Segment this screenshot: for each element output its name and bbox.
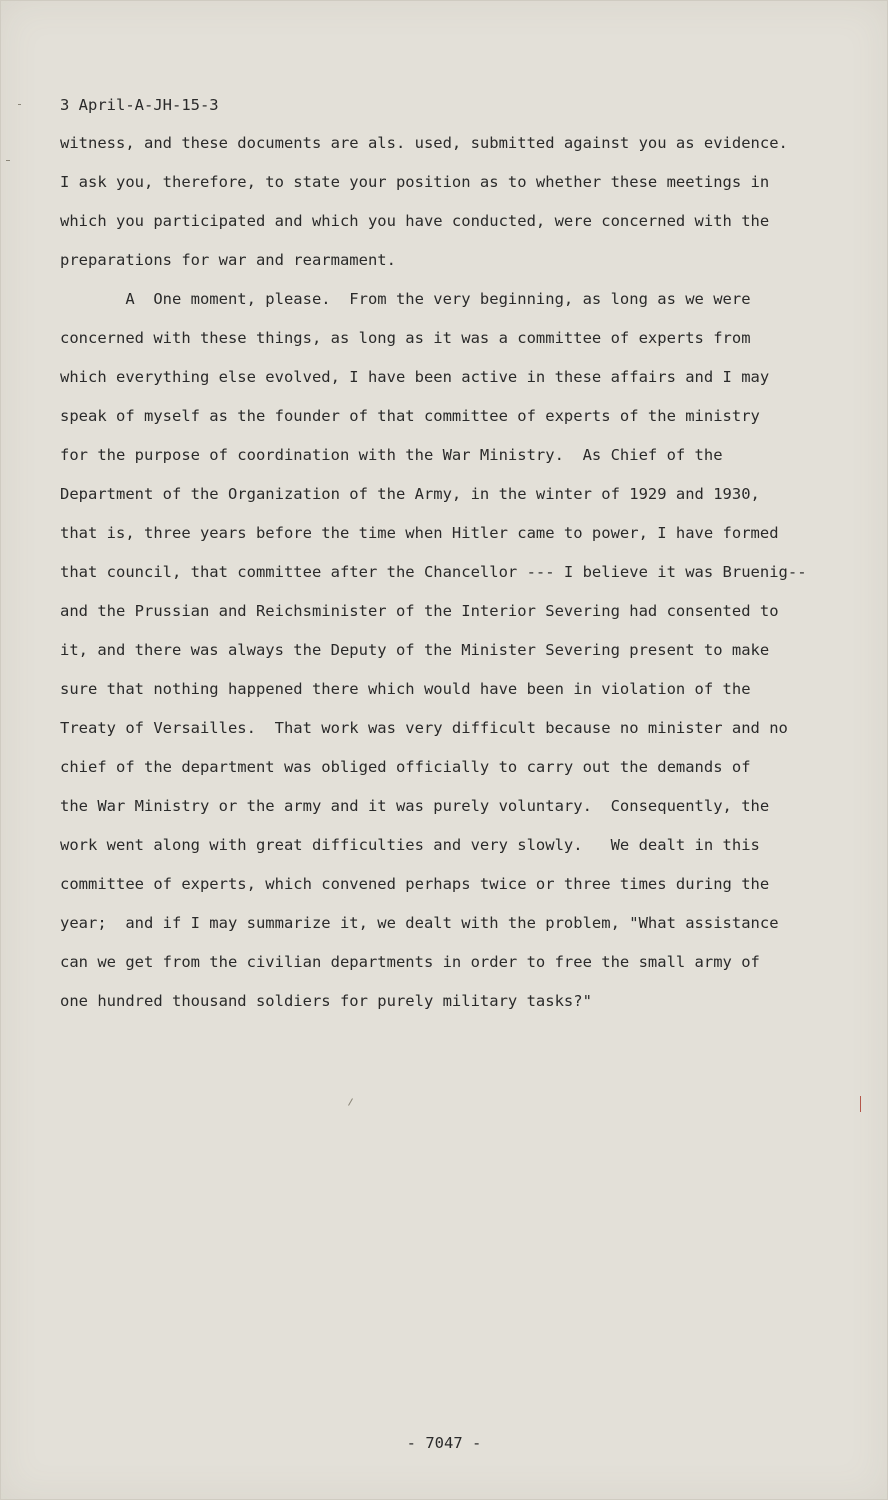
margin-mark bbox=[6, 160, 10, 161]
text-line: speak of myself as the founder of that committee of experts of the ministry bbox=[60, 407, 760, 425]
margin-mark bbox=[860, 1096, 861, 1112]
text-line: which you participated and which you have conducted, were concerned with the bbox=[60, 212, 770, 230]
text-line: chief of the department was obliged officially to carry out the demands of bbox=[60, 758, 751, 776]
text-line: it, and there was always the Deputy of the Minister Severing present to make bbox=[60, 641, 770, 659]
text-line: that council, that committee after the Chancellor --- I believe it was Bruenig-- bbox=[60, 563, 807, 581]
text-line: work went along with great difficulties and very slowly. We dealt in this bbox=[60, 836, 760, 854]
margin-mark bbox=[348, 1098, 353, 1105]
text-line: can we get from the civilian departments in order to free the small army of bbox=[60, 953, 760, 971]
text-line: concerned with these things, as long as it was a committee of experts from bbox=[60, 329, 751, 347]
page-number: - 7047 - bbox=[406, 1434, 482, 1452]
text-line: A One moment, please. From the very beginning, as long as we were bbox=[60, 290, 751, 308]
text-line: and the Prussian and Reichsminister of the Interior Severing had consented to bbox=[60, 602, 779, 620]
text-line: year; and if I may summarize it, we dealt with the problem, "What assistance bbox=[60, 914, 779, 932]
text-line: for the purpose of coordination with the War Ministry. As Chief of the bbox=[60, 446, 723, 464]
text-line: Department of the Organization of the Army, in the winter of 1929 and 1930, bbox=[60, 485, 760, 503]
text-line: one hundred thousand soldiers for purely military tasks?" bbox=[60, 992, 592, 1010]
text-line: I ask you, therefore, to state your position as to whether these meetings in bbox=[60, 173, 770, 191]
text-line: witness, and these documents are als. used, submitted against you as evidence. bbox=[60, 134, 788, 152]
text-line: the War Ministry or the army and it was purely voluntary. Consequently, the bbox=[60, 797, 770, 815]
text-line: committee of experts, which convened perhaps twice or three times during the bbox=[60, 875, 770, 893]
text-line: sure that nothing happened there which would have been in violation of the bbox=[60, 680, 751, 698]
text-line: which everything else evolved, I have been active in these affairs and I may bbox=[60, 368, 770, 386]
text-line: Treaty of Versailles. That work was very difficult because no minister and no bbox=[60, 719, 788, 737]
document-header: 3 April-A-JH-15-3 bbox=[60, 96, 219, 114]
text-line: preparations for war and rearmament. bbox=[60, 251, 396, 269]
body-text bbox=[60, 132, 840, 1029]
text-line: that is, three years before the time when Hitler came to power, I have formed bbox=[60, 524, 779, 542]
margin-mark bbox=[18, 104, 21, 105]
